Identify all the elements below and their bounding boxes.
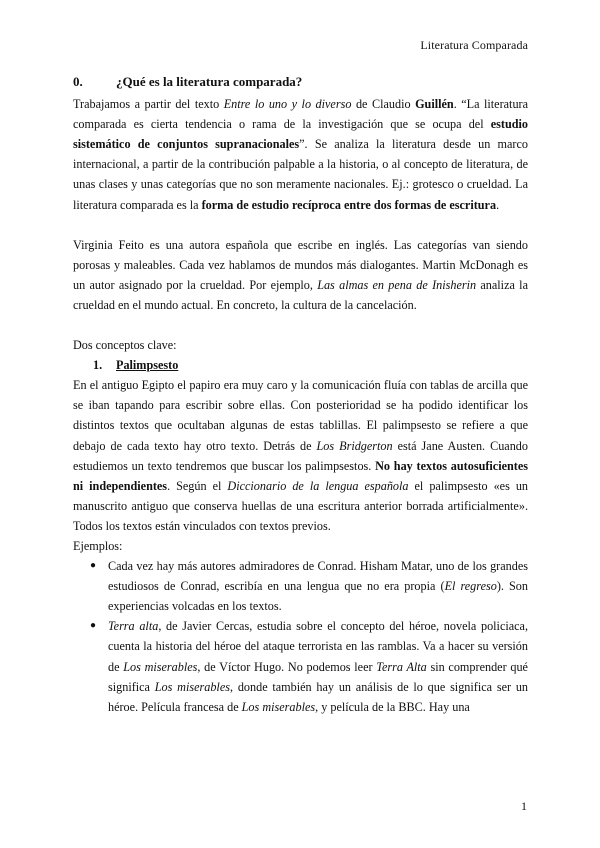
subsection-title: Palimpsesto <box>116 358 179 373</box>
emphasis: estudio sistemático de conjuntos supranacionales <box>73 117 528 152</box>
book-title: Terra alta <box>108 619 159 634</box>
section-heading <box>73 72 528 92</box>
subsection-heading <box>73 355 528 375</box>
book-title: El regreso <box>444 579 497 594</box>
emphasis: forma de estudio recíproca entre dos formas de escritura <box>201 197 497 212</box>
bullet-icon: ● <box>90 560 97 572</box>
list-item: ● Cada vez hay más autores admiradores de Conrad. Hisham Matar, uno de los grandes estudiosos de Conrad, escribía en una lengua que no era propia (El regreso). Son experiencias volcadas en los textos. <box>73 556 528 616</box>
document-body <box>73 72 528 717</box>
book-title: Entre lo uno y lo diverso <box>223 97 352 112</box>
dictionary-title: Diccionario de la lengua española <box>227 478 409 493</box>
film-title: Las almas en pena de Inisherin <box>317 277 477 292</box>
book-title: Los miserables <box>154 679 230 694</box>
paragraph-intro: Trabajamos a partir del texto Entre lo uno y lo diverso de Claudio Guillén. “La literatura comparada es cierta tendencia o rama de la investigación que se ocupa del estudio sistemático de conjuntos supranacionales”. Se analiza la literatura desde un marco internacional, a partir de la contribución palpable a la historia, o al concepto de literatura, de unas clases y unas categorías que no son meramente nacionales. Ej.: grotesco o crueldad. La literatura comparada es la forma de estudio recíproca entre dos formas de escritura. <box>73 97 529 212</box>
list-item: ● Terra alta, de Javier Cercas, estudia sobre el concepto del héroe, novela policiaca, cuenta la historia del héroe del ataque terrorista en las ramblas. Va a hacer su versión de Los miserables, de Víctor Hugo. No podemos leer Terra Alta sin comprender qué significa Los miserables, donde también hay un análisis de lo que significa ser un héroe. Película francesa de Los miserables, y película de la BBC. Hay una <box>73 616 528 716</box>
paragraph-feito: Virginia Feito es una autora española que escribe en inglés. Las categorías van siendo porosas y maleables. Cada vez hablamos de mundos más dialogantes. Martin McDonagh es un autor asignado por la crueldad. Por ejemplo, Las almas en pena de Inisherin analiza la crueldad en el mundo actual. En concreto, la cultura de la cancelación. <box>73 237 528 312</box>
section-number: 0. <box>73 74 83 89</box>
author-name: Guillén <box>415 97 454 112</box>
emphasis: No hay textos autosuficientes ni independientes <box>73 458 528 493</box>
book-title: Los miserables <box>241 699 316 714</box>
bullet-icon: ● <box>90 620 97 632</box>
concepts-intro: Dos conceptos clave: <box>73 338 177 353</box>
series-title: Los Bridgerton <box>316 438 393 453</box>
page-number: 1 <box>521 799 527 813</box>
book-title: Los miserables <box>123 659 198 674</box>
page-header: Literatura Comparada <box>420 38 528 52</box>
paragraph-palimpsest: En el antiguo Egipto el papiro era muy caro y la comunicación fluía con tablas de arcilla que se iban tapando para escribir sobre ellas. Con posterioridad se ha podido identificar los distintos textos que ocultaban algunas de estas tablillas. El palimpsesto se refiere a que debajo de cada texto hay otro texto. Detrás de Los Bridgerton está Jane Austen. Cuando estudiemos un texto tendremos que buscar los palimpsestos. No hay textos autosuficientes ni independientes. Según el Diccionario de la lengua española el palimpsesto «es un manuscrito antiguo que conserva huellas de una escritura anterior borrada artificialmente». Todos los textos están vinculados con textos previos. <box>73 378 529 533</box>
examples-list <box>73 556 528 717</box>
section-title: ¿Qué es la literatura comparada? <box>116 74 303 89</box>
examples-label: Ejemplos: <box>73 538 123 553</box>
book-title: Terra Alta <box>376 659 427 674</box>
subsection-number: 1. <box>93 358 103 373</box>
